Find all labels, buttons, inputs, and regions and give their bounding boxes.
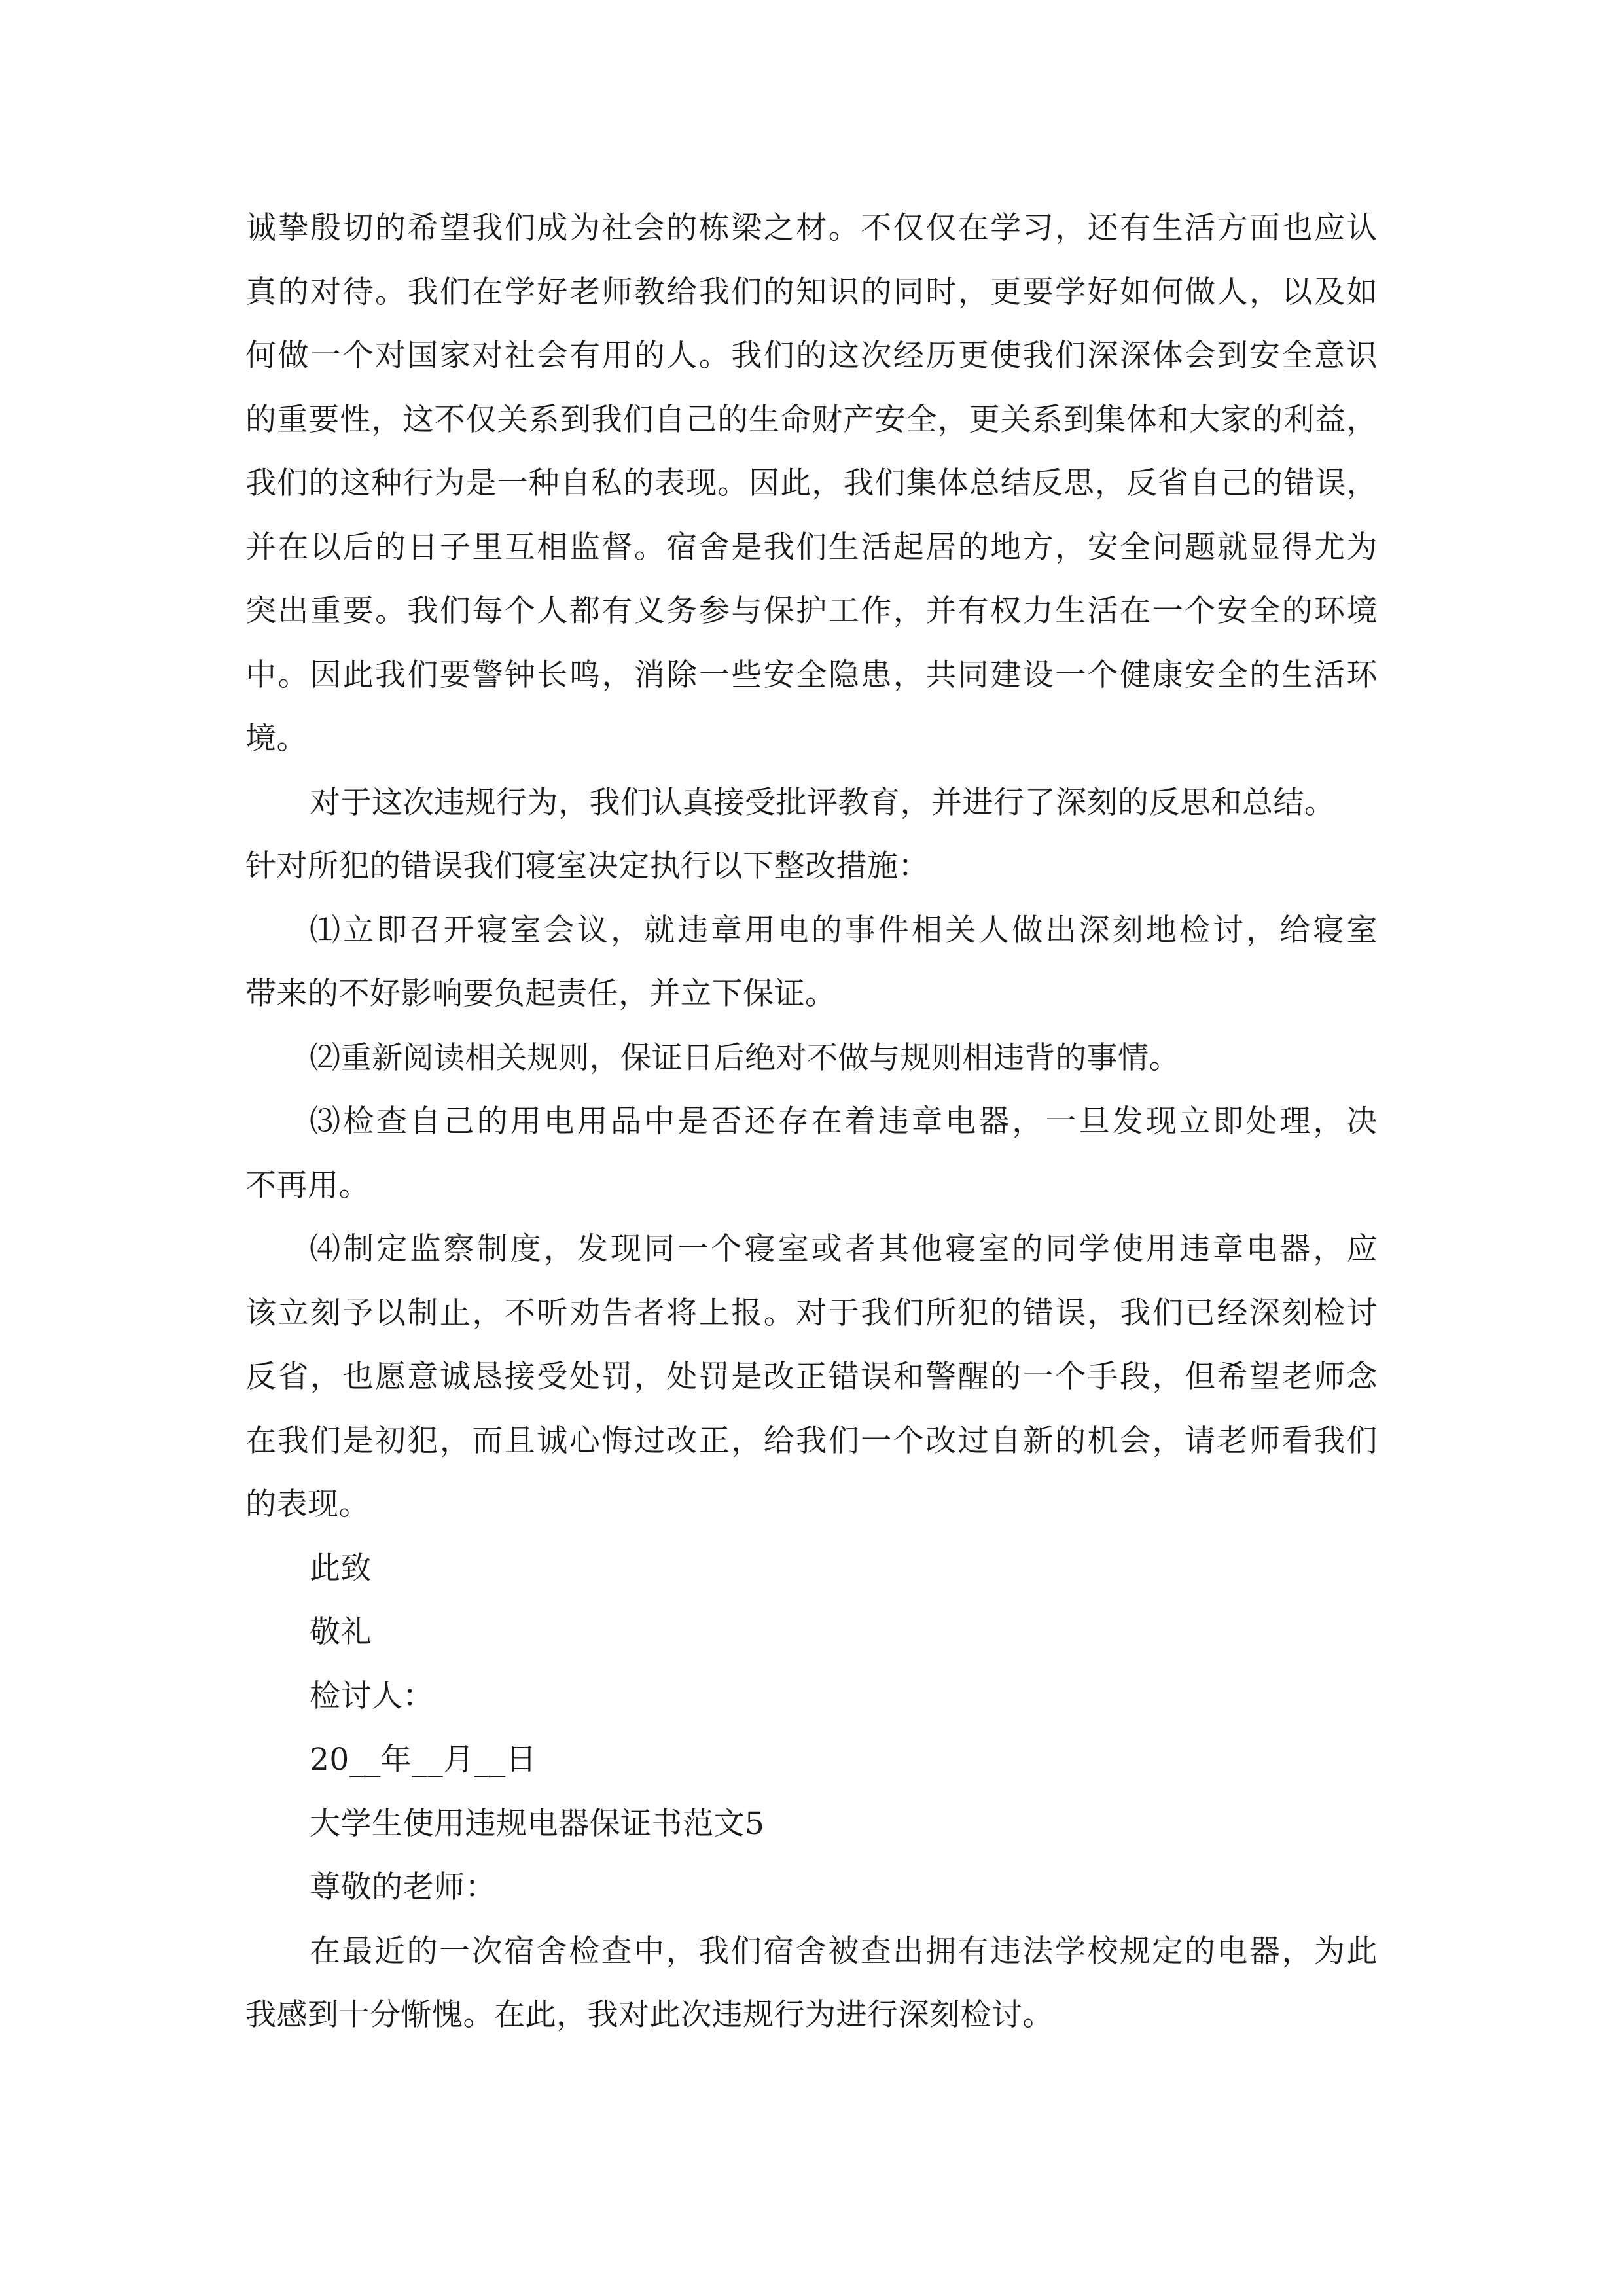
paragraph-line: 针对所犯的错误我们寝室决定执行以下整改措施： bbox=[245, 848, 929, 884]
paragraph-line: 真的对待。我们在学好老师教给我们的知识的同时，更要学好如何做人，以及如 bbox=[245, 274, 1378, 310]
list-item-line: ⑴立即召开寝室会议，就违章用电的事件相关人做出深刻地检讨，给寝室 bbox=[310, 912, 1378, 948]
paragraph-line: 在最近的一次宿舍检查中，我们宿舍被查出拥有违法学校规定的电器，为此 bbox=[310, 1933, 1378, 1969]
document-body bbox=[245, 196, 1378, 2047]
salutation: 尊敬的老师： bbox=[310, 1869, 496, 1905]
list-item-line: ⑷制定监察制度，发现同一个寝室或者其他寝室的同学使用违章电器，应 bbox=[310, 1231, 1378, 1267]
paragraph-line: 的重要性，这不仅关系到我们自己的生命财产安全，更关系到集体和大家的利益， bbox=[245, 401, 1378, 438]
list-item-line: ⑶检查自己的用电用品中是否还存在着违章电器，一旦发现立即处理，决 bbox=[310, 1103, 1378, 1139]
list-item-line: 反省，也愿意诚恳接受处罚，处罚是改正错误和警醒的一个手段，但希望老师念 bbox=[245, 1359, 1378, 1395]
list-item-line: 在我们是初犯，而且诚心悔过改正，给我们一个改过自新的机会，请老师看我们 bbox=[245, 1422, 1378, 1459]
paragraph-line: 并在以后的日子里互相监督。宿舍是我们生活起居的地方，安全问题就显得尤为 bbox=[245, 529, 1378, 565]
closing-line: 敬礼 bbox=[310, 1614, 372, 1650]
paragraph-line: 何做一个对国家对社会有用的人。我们的这次经历更使我们深深体会到安全意识 bbox=[245, 338, 1378, 374]
paragraph-line: 我感到十分惭愧。在此，我对此次违规行为进行深刻检讨。 bbox=[245, 1997, 1054, 2033]
list-item-line: 带来的不好影响要负起责任，并立下保证。 bbox=[245, 976, 836, 1012]
paragraph-line: 诚挚殷切的希望我们成为社会的栋梁之材。不仅仅在学习，还有生活方面也应认 bbox=[245, 210, 1378, 246]
paragraph-line: 我们的这种行为是一种自私的表现。因此，我们集体总结反思，反省自己的错误， bbox=[245, 465, 1378, 501]
list-item-line: ⑵重新阅读相关规则，保证日后绝对不做与规则相违背的事情。 bbox=[310, 1039, 1180, 1076]
closing-line: 此致 bbox=[310, 1550, 372, 1587]
date-line: 20__年__月__日 bbox=[310, 1742, 537, 1778]
section-title: 大学生使用违规电器保证书范文5 bbox=[310, 1805, 765, 1842]
paragraph-line: 对于这次违规行为，我们认真接受批评教育，并进行了深刻的反思和总结。 bbox=[310, 784, 1336, 821]
list-item-line: 的表现。 bbox=[245, 1486, 370, 1522]
list-item-line: 不再用。 bbox=[245, 1167, 370, 1204]
paragraph-line: 突出重要。我们每个人都有义务参与保护工作，并有权力生活在一个安全的环境 bbox=[245, 593, 1378, 629]
signature-line: 检讨人： bbox=[310, 1677, 434, 1714]
list-item-line: 该立刻予以制止，不听劝告者将上报。对于我们所犯的错误，我们已经深刻检讨 bbox=[245, 1295, 1378, 1331]
paragraph-line: 中。因此我们要警钟长鸣，消除一些安全隐患，共同建设一个健康安全的生活环 bbox=[245, 656, 1378, 693]
paragraph-line: 境。 bbox=[245, 721, 308, 757]
